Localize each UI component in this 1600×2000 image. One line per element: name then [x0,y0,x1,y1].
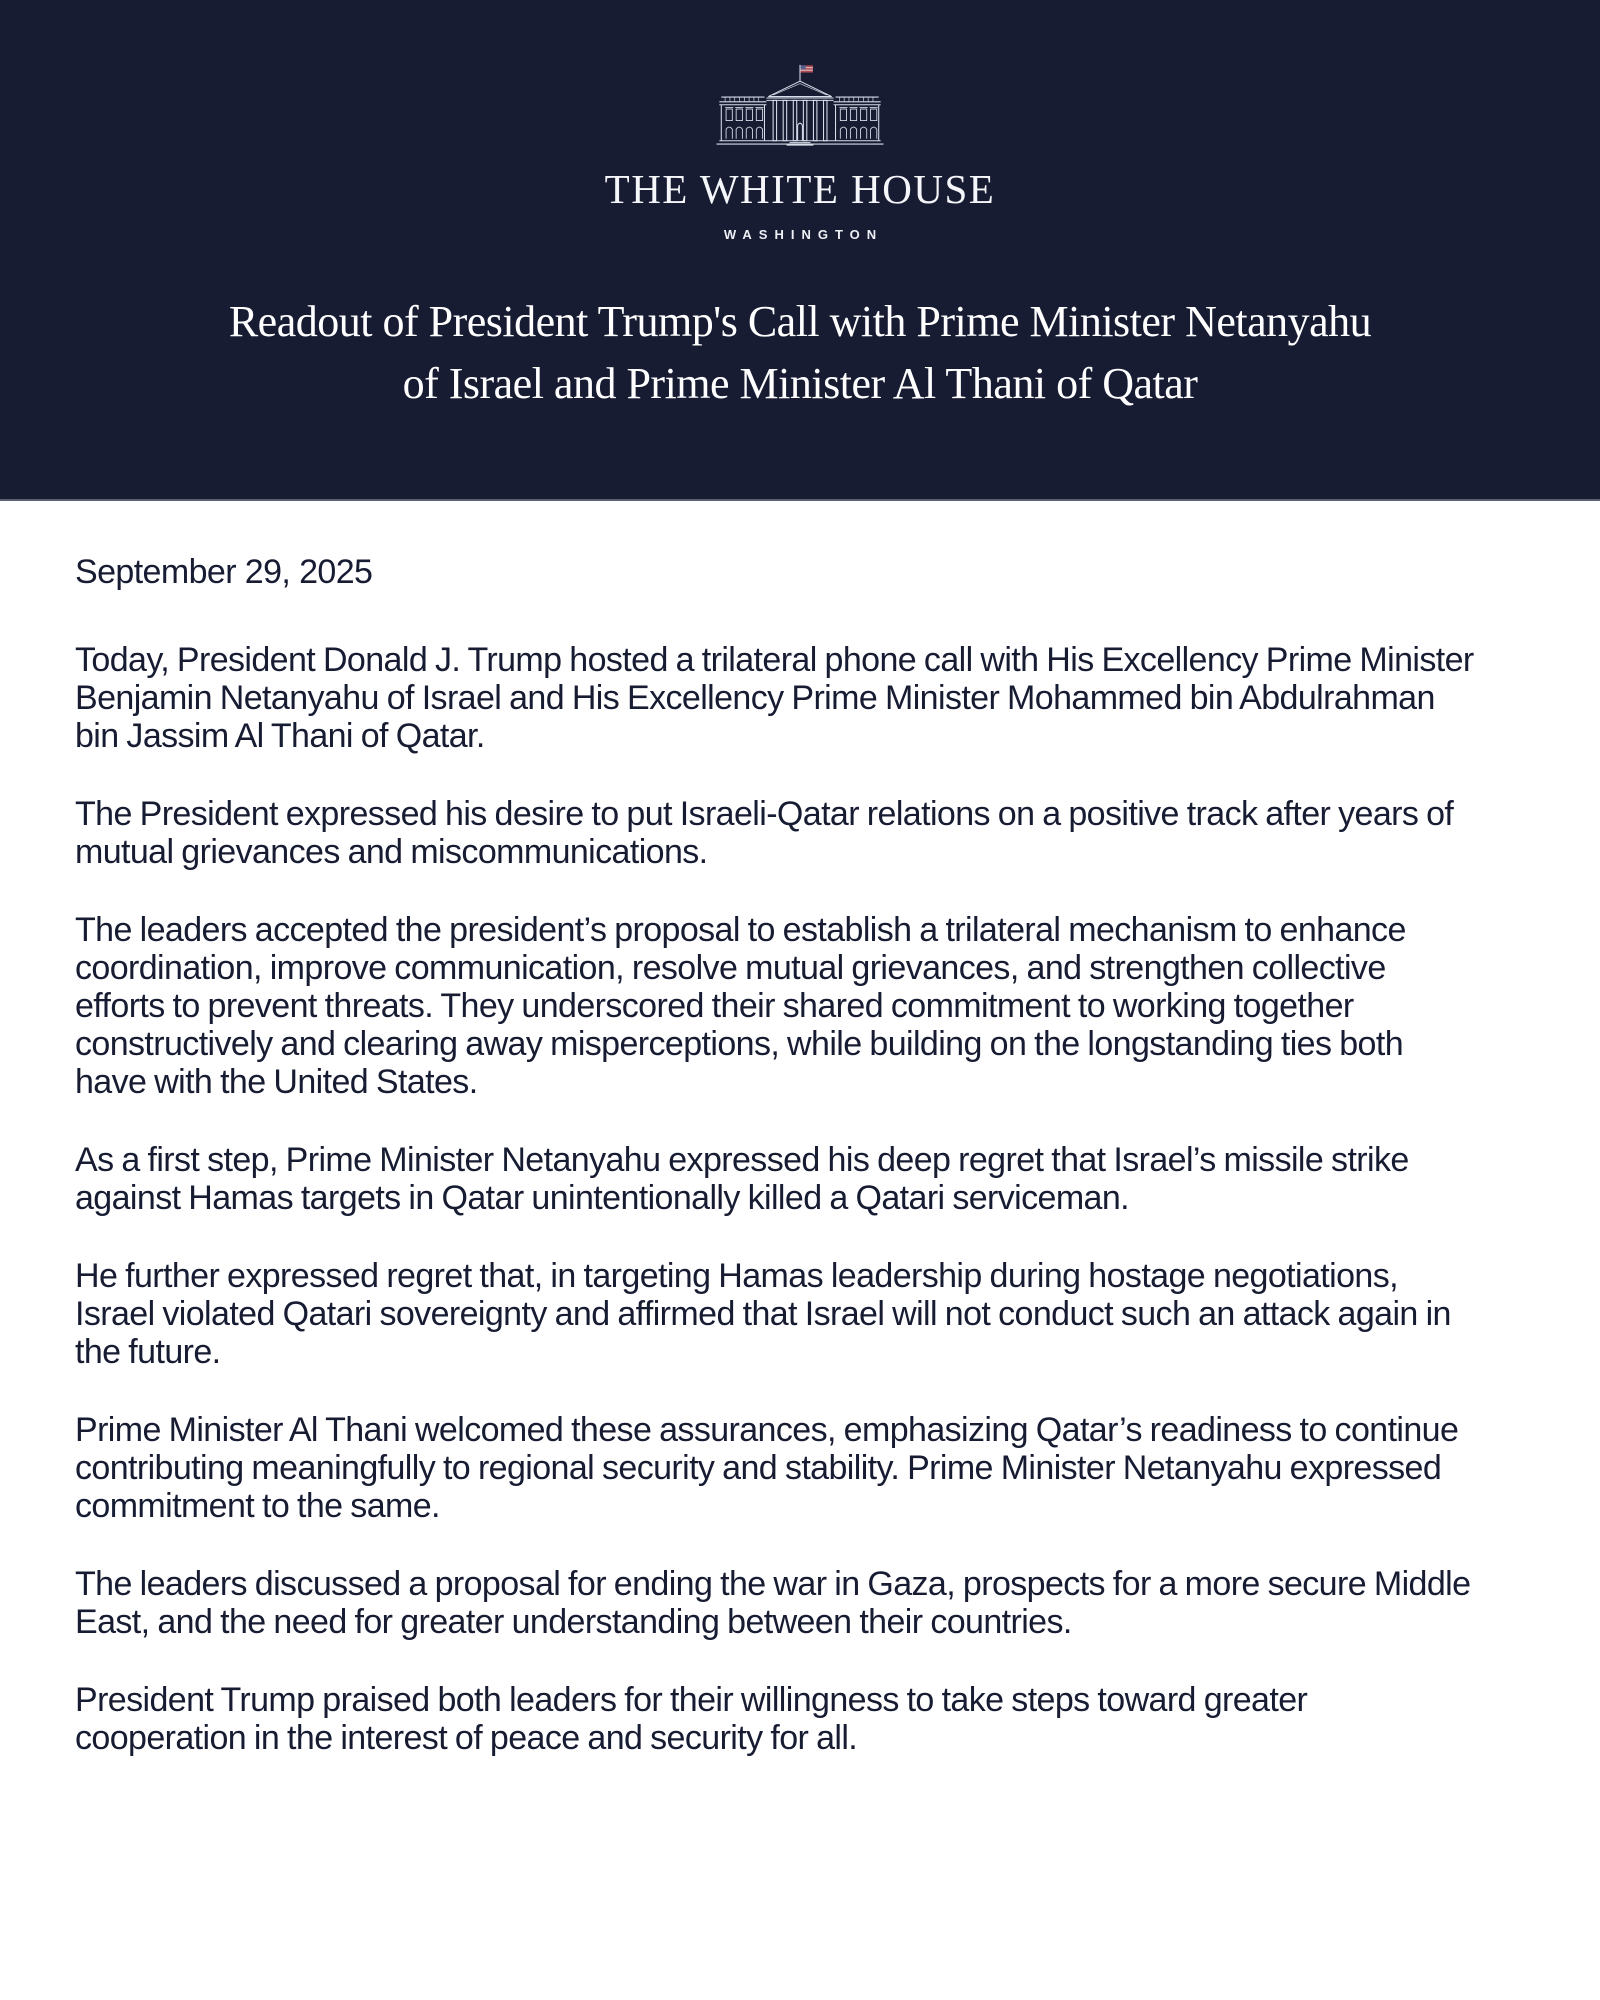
article-content [75,553,1480,1757]
article-date: September 29, 2025 [75,553,373,591]
article-body [0,501,1600,1757]
article-paragraph: Today, President Donald J. Trump hosted a trilateral phone call with His Excellency Prime Minister Benjamin Netanyahu of Israel and His Excellency Prime Minister Mohammed bin Abdulrahman bin Jassim Al Thani of Qatar. [75,641,1474,755]
page-title-line-1: Readout of President Trump's Call with Prime Minister Netanyahu [228,297,1372,347]
white-house-logo-link[interactable] [605,62,996,242]
article-paragraph: The leaders accepted the president’s proposal to establish a trilateral mechanism to enhance coordination, improve communication, resolve mutual grievances, and strengthen collective efforts to prevent threats. They underscored their shared commitment to working together constructively and clearing away misperceptions, while building on the longstanding ties both have with the United States. [75,911,1406,1101]
article-paragraph: Prime Minister Al Thani welcomed these assurances, emphasizing Qatar’s readiness to continue contributing meaningfully to regional security and stability. Prime Minister Netanyahu expressed commitment to the same. [75,1411,1459,1525]
article-paragraph: The leaders discussed a proposal for ending the war in Gaza, prospects for a more secure Middle East, and the need for greater understanding between their countries. [75,1565,1471,1641]
brand-wordmark: THE WHITE HOUSE [604,166,996,212]
article-paragraph: He further expressed regret that, in targeting Hamas leadership during hostage negotiations, Israel violated Qatari sovereignty and affirmed that Israel will not conduct such an attack again in the future. [75,1257,1451,1371]
article-paragraph: The President expressed his desire to put Israeli-Qatar relations on a positive track after years of mutual grievances and miscommunications. [75,795,1454,871]
page-title [229,291,1371,415]
page-title-line-2: of Israel and Prime Minister Al Thani of Qatar [402,359,1198,409]
header-banner [0,0,1600,501]
article-paragraph: President Trump praised both leaders for their willingness to take steps toward greater cooperation in the interest of peace and security for all. [75,1681,1308,1757]
brand-location: WASHINGTON [723,227,884,243]
white-house-logo-icon [713,62,887,158]
article-paragraph: As a first step, Prime Minister Netanyahu expressed his deep regret that Israel’s missile strike against Hamas targets in Qatar unintentionally killed a Qatari serviceman. [75,1141,1409,1217]
